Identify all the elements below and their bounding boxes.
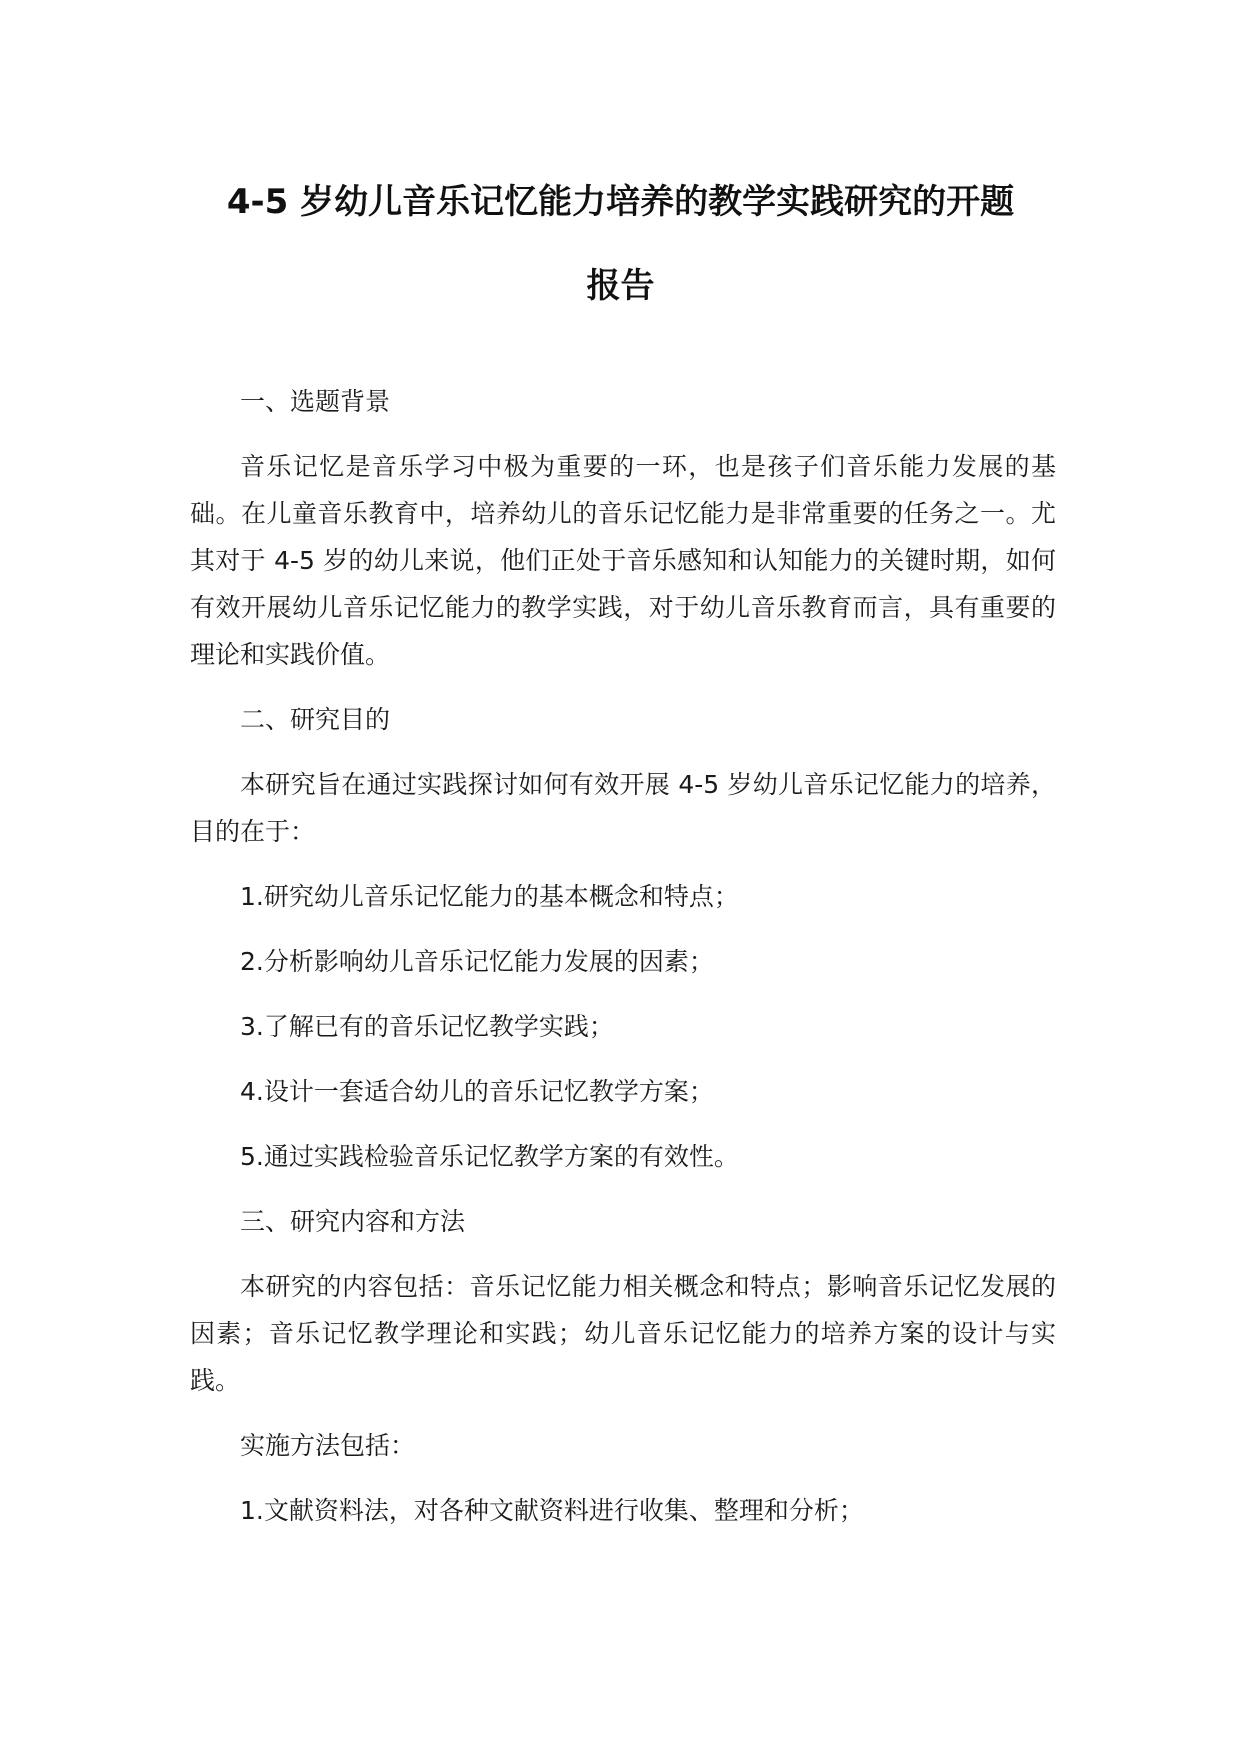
method-item-1: 1.文献资料法，对各种文献资料进行收集、整理和分析；	[240, 1496, 864, 1525]
paragraph-methods-intro: 实施方法包括：	[240, 1431, 416, 1460]
document-body	[190, 378, 1056, 1552]
purpose-item-4: 4.设计一套适合幼儿的音乐记忆教学方案；	[240, 1077, 714, 1106]
document-title-line-1: 4-5 岁幼儿音乐记忆能力培养的教学实践研究的开题	[226, 182, 1015, 222]
paragraph-background: 音乐记忆是音乐学习中极为重要的一环，也是孩子们音乐能力发展的基础。在儿童音乐教育中，培养幼儿的音乐记忆能力是非常重要的任务之一。尤其对于 4-5 岁的幼儿来说，他们正处于音乐感知和认知能力的关键时期，如何有效开展幼儿音乐记忆能力的教学实践，对于幼儿音乐教育而言，具有重要的理论和实践价值。	[190, 452, 1056, 669]
document-title-line-2: 报告	[586, 266, 655, 306]
purpose-item-2: 2.分析影响幼儿音乐记忆能力发展的因素；	[240, 947, 714, 976]
paragraph-content: 本研究的内容包括：音乐记忆能力相关概念和特点；影响音乐记忆发展的因素；音乐记忆教学理论和实践；幼儿音乐记忆能力的培养方案的设计与实践。	[190, 1272, 1056, 1395]
section-heading-content-methods: 三、研究内容和方法	[240, 1207, 466, 1236]
paragraph-purpose-intro: 本研究旨在通过实践探讨如何有效开展 4-5 岁幼儿音乐记忆能力的培养，目的在于：	[190, 770, 1056, 846]
purpose-item-3: 3.了解已有的音乐记忆教学实践；	[240, 1012, 614, 1041]
purpose-item-5: 5.通过实践检验音乐记忆教学方案的有效性。	[240, 1142, 739, 1171]
section-heading-background: 一、选题背景	[240, 387, 391, 416]
section-heading-purpose: 二、研究目的	[240, 705, 391, 734]
purpose-item-1: 1.研究幼儿音乐记忆能力的基本概念和特点；	[240, 882, 739, 911]
